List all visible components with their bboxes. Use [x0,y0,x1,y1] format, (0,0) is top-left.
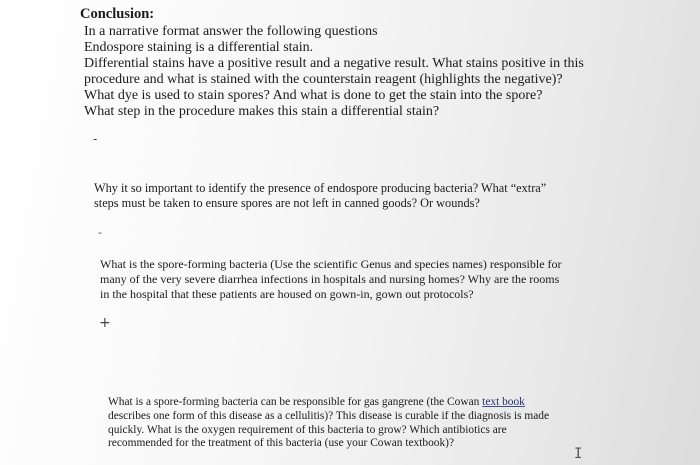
question-line [108,396,525,408]
textbook-link[interactable]: text book [482,396,525,408]
instruction-line: In a narrative format answer the following questions [84,24,378,39]
plus-mark: + [99,315,111,331]
dash-mark: - [93,132,98,146]
question-line: Endospore staining is a differential stain. [84,40,314,55]
question-line: What step in the procedure makes this stain a differential stain? [84,104,440,119]
question-line: recommended for the treatment of this bacteria (use your Cowan textbook)? [108,437,455,449]
question-line: Differential stains have a positive result and a negative result. What stains positive in this [84,56,584,71]
dash-mark: - [98,226,102,239]
question-line: describes one form of this disease as a cellulitis)? This disease is curable if the diagnosis is made [108,410,550,422]
question-text: What is a spore-forming bacteria can be responsible for gas gangrene (the Cowan [108,396,483,408]
conclusion-heading: Conclusion: [80,6,155,22]
question-line: steps must be taken to ensure spores are not left in canned goods? Or wounds? [94,196,480,210]
text-cursor-icon: I [574,446,583,462]
question-line: procedure and what is stained with the counterstain reagent (highlights the negative)? [84,72,563,87]
question-line: many of the very severe diarrhea infections in hospitals and nursing homes? Why are the rooms [100,272,560,286]
question-line: in the hospital that these patients are housed on gown-in, gown out protocols? [100,287,474,301]
question-line: What is the spore-forming bacteria (Use the scientific Genus and species names) responsible for [100,257,562,271]
question-line: Why it so important to identify the presence of endospore producing bacteria? What “extra” [94,181,547,195]
question-line: quickly. What is the oxygen requirement of this bacteria to grow? Which antibiotics are [108,424,507,436]
question-line: What dye is used to stain spores? And what is done to get the stain into the spore? [84,88,543,103]
